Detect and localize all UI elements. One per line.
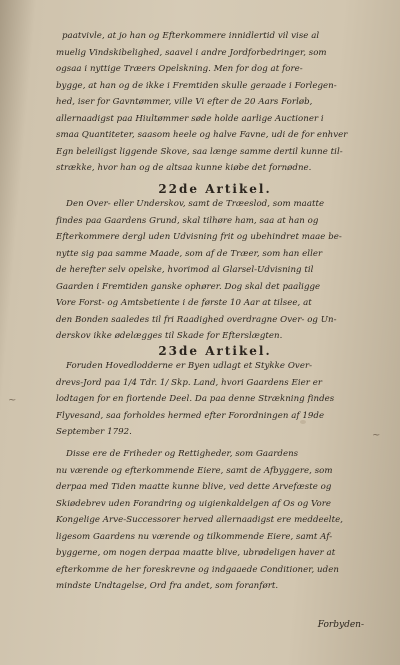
catchword: Forbyden-	[317, 620, 364, 630]
text-line: derskov ikke ødelægges til Skade for Efterslægten.	[56, 331, 283, 341]
text-line: smaa Quantiteter, saasom heele og halve Favne, udi de for enhver	[56, 130, 348, 140]
text-line: nu værende og efterkommende Eiere, samt de Afbyggere, som	[56, 465, 333, 476]
text-line: findes paa Gaardens Grund, skal tilhøre ham, saa at han og	[56, 215, 319, 226]
section-heading: 23de Artikel.	[158, 344, 272, 358]
text-line: allernaadigst paa Hiultømmer søde holde aarlige Auctioner i	[56, 113, 324, 124]
text-line: Skiødebrev uden Forandring og uigienkaldelgen af Os og Vore	[56, 498, 332, 509]
text-line: nytte sig paa samme Maade, som af de Træer, som han eller	[56, 248, 323, 259]
text-line: strække, hvor han og de altsaa kunne kiøbe det fornødne.	[56, 163, 312, 173]
text-line: Egn beleiligst liggende Skove, saa længe samme dertil kunne til-	[56, 146, 343, 157]
text-line: paatvivle, at jo han og Efterkommere innidlertid vil vise al	[62, 31, 320, 41]
section-heading: 22de Artikel.	[158, 182, 272, 196]
text-line: derpaa med Tiden maatte kunne blive, ved dette Arvefæste og	[56, 482, 332, 492]
text-line: Flyvesand, saa forholdes hermed efter Forordningen af 19de	[56, 410, 325, 421]
text-block-4	[56, 446, 374, 595]
text-line: byggerne, om nogen derpaa maatte blive, ubrødeligen haver at	[56, 548, 336, 558]
text-line: Gaarden i Fremtiden ganske ophører. Dog skal det paaligge	[56, 281, 321, 292]
text-line: Den Over- eller Underskov, samt de Træeslod, som maatte	[66, 199, 325, 209]
text-line: bygge, at han og de ikke i Fremtiden skulle geraade i Forlegen-	[56, 80, 337, 91]
text-line: ligesom Gaardens nu værende og tilkommende Eiere, samt Af-	[56, 531, 333, 542]
text-line: Efterkommere dergl uden Udvisning frit og ubehindret maae be-	[56, 232, 342, 242]
text-line: Kongelige Arve-Successorer herved allernaadigst ere meddeelte,	[56, 515, 344, 525]
text-line: September 1792.	[56, 427, 132, 437]
text-line: lodtagen for en fiortende Deel. Da paa denne Strækning findes	[56, 394, 335, 404]
text-line: muelig Vindskibelighed, saavel i andre Jordforbedringer, som	[56, 47, 327, 58]
margin-mark: ~	[372, 430, 381, 441]
text-block-3	[56, 358, 374, 441]
text-line: Vore Forst- og Amtsbetiente i de første 10 Aar at tilsee, at	[56, 298, 312, 308]
text-line: de herefter selv opelske, hvorimod al Glarsel-Udvisning til	[56, 265, 314, 275]
margin-mark: ~	[8, 395, 17, 406]
text-line: ogsaa i nyttige Træers Opelskning. Men for dog at fore-	[56, 64, 303, 74]
text-line: hed, iser for Gavntømmer, ville Vi efter de 20 Aars Forløb,	[56, 97, 313, 107]
text-line: Disse ere de Friheder og Rettigheder, som Gaardens	[66, 449, 299, 459]
text-line: drevs-Jord paa 1/4 Tdr. 1/ Skp. Land, hvori Gaardens Eier er	[56, 377, 322, 388]
text-block-2	[56, 196, 374, 345]
text-line: mindste Undtagelse, Ord fra andet, som foranført.	[56, 581, 279, 591]
text-line: efterkomme de her foreskrevne og indgaaede Conditioner, uden	[56, 564, 339, 575]
text-block-1	[56, 28, 374, 177]
text-line: den Bonden saaledes til fri Raadighed overdragne Over- og Un-	[56, 314, 337, 325]
text-line: Foruden Hovedlodderne er Byen udlagt et Stykke Over-	[66, 361, 313, 371]
